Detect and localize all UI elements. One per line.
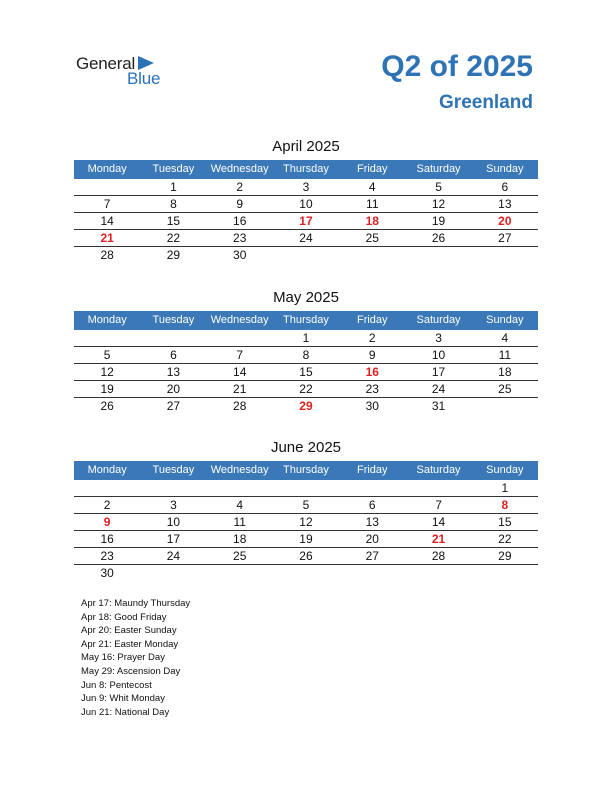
day-cell: 13 — [166, 365, 181, 379]
day-cell: 5 — [103, 348, 111, 362]
day-cell: 1 — [170, 180, 177, 194]
day-cell: 25 — [498, 382, 512, 396]
day-cell: 10 — [166, 515, 181, 529]
day-cell: 7 — [103, 197, 111, 211]
weekday-label: Wednesday — [210, 163, 269, 175]
day-cell: 26 — [100, 399, 114, 413]
day-cell: 30 — [100, 566, 114, 580]
day-cell: 4 — [368, 180, 376, 194]
day-cell — [405, 565, 471, 581]
day-cell: 17 — [431, 365, 446, 379]
holiday-list — [81, 597, 190, 719]
holiday-item: May 16: Prayer Day — [81, 652, 165, 664]
day-cell — [339, 247, 405, 263]
day-cell: 22 — [498, 532, 512, 546]
day-cell: 21 — [431, 532, 446, 546]
day-cell: 4 — [501, 331, 509, 345]
day-cell: 6 — [170, 348, 177, 362]
day-cell: 13 — [365, 515, 379, 529]
month-grid — [74, 330, 538, 414]
month-title: June 2025 — [270, 439, 342, 456]
day-cell: 28 — [431, 549, 446, 563]
day-cell: 4 — [236, 498, 244, 512]
day-cell: 29 — [498, 549, 512, 563]
day-cell: 21 — [100, 231, 114, 245]
day-cell: 7 — [435, 498, 442, 512]
day-cell: 5 — [435, 180, 442, 194]
day-cell: 19 — [299, 532, 313, 546]
day-cell — [472, 565, 538, 581]
weekday-label: Friday — [356, 163, 388, 175]
day-cell — [472, 247, 538, 263]
day-cell: 6 — [501, 180, 509, 194]
day-cell: 2 — [368, 331, 376, 345]
day-cell: 29 — [166, 248, 181, 262]
week-row — [74, 531, 538, 548]
day-cell — [140, 565, 206, 581]
day-cell: 18 — [233, 532, 247, 546]
day-cell: 30 — [365, 399, 379, 413]
day-cell: 1 — [302, 331, 310, 345]
country-name: Greenland — [439, 92, 533, 113]
week-row — [74, 347, 538, 364]
holiday-item: Jun 21: National Day — [81, 706, 170, 718]
holiday-item: Jun 8: Pentecost — [81, 679, 152, 691]
day-cell — [405, 480, 471, 496]
week-row — [74, 247, 538, 263]
flag-icon — [138, 56, 154, 70]
week-row — [74, 381, 538, 398]
day-cell: 18 — [498, 365, 512, 379]
week-row — [74, 213, 538, 230]
day-cell: 8 — [170, 197, 177, 211]
day-cell: 20 — [365, 532, 379, 546]
day-cell: 15 — [498, 515, 512, 529]
holiday-item: Apr 21: Easter Monday — [81, 638, 179, 650]
day-cell: 9 — [103, 515, 111, 529]
weekday-header — [74, 311, 538, 330]
day-cell — [472, 398, 538, 414]
weekday-label: Sunday — [486, 464, 524, 476]
day-cell: 28 — [100, 248, 114, 262]
holiday-item: Apr 18: Good Friday — [81, 611, 167, 623]
week-row — [74, 548, 538, 565]
day-cell — [405, 247, 471, 263]
day-cell: 7 — [236, 348, 244, 362]
week-row — [74, 398, 538, 414]
month-april — [74, 138, 538, 263]
day-cell: 31 — [431, 399, 446, 413]
day-cell: 26 — [431, 231, 446, 245]
day-cell: 23 — [365, 382, 379, 396]
day-cell: 16 — [365, 365, 379, 379]
day-cell: 19 — [100, 382, 114, 396]
weekday-label: Monday — [87, 314, 127, 326]
day-cell: 22 — [166, 231, 181, 245]
day-cell — [140, 480, 206, 496]
weekday-label: Wednesday — [210, 464, 269, 476]
week-row — [74, 480, 538, 497]
day-cell: 28 — [233, 399, 247, 413]
holiday-item: Jun 9: Whit Monday — [81, 693, 165, 705]
weekday-header — [74, 461, 538, 480]
day-cell: 9 — [368, 348, 376, 362]
weekday-label: Friday — [356, 464, 388, 476]
weekday-label: Saturday — [416, 464, 461, 476]
day-cell: 26 — [299, 549, 313, 563]
day-cell: 30 — [233, 248, 247, 262]
day-cell: 12 — [299, 515, 313, 529]
weekday-label: Monday — [87, 163, 127, 175]
week-row — [74, 179, 538, 196]
weekday-label: Friday — [356, 314, 388, 326]
day-cell: 5 — [302, 498, 310, 512]
day-cell — [207, 480, 273, 496]
day-cell: 14 — [100, 214, 114, 228]
weekday-label: Tuesday — [152, 464, 195, 476]
day-cell: 19 — [431, 214, 446, 228]
day-cell: 12 — [100, 365, 114, 379]
day-cell — [273, 480, 339, 496]
week-row — [74, 565, 538, 581]
day-cell: 14 — [431, 515, 446, 529]
day-cell: 23 — [100, 549, 114, 563]
day-cell: 6 — [368, 498, 376, 512]
weekday-label: Sunday — [486, 163, 524, 175]
month-title: May 2025 — [273, 289, 339, 306]
day-cell: 27 — [166, 399, 181, 413]
month-may — [74, 289, 538, 414]
holiday-item: Apr 20: Easter Sunday — [81, 625, 177, 637]
day-cell: 24 — [166, 549, 181, 563]
weekday-label: Saturday — [416, 314, 461, 326]
day-cell — [207, 330, 273, 346]
day-cell: 25 — [233, 549, 247, 563]
day-cell: 18 — [365, 214, 379, 228]
day-cell: 16 — [233, 214, 247, 228]
day-cell: 23 — [233, 231, 247, 245]
day-cell: 10 — [431, 348, 446, 362]
week-row — [74, 230, 538, 247]
day-cell — [273, 565, 339, 581]
day-cell — [339, 565, 405, 581]
day-cell: 15 — [166, 214, 181, 228]
day-cell: 3 — [170, 498, 177, 512]
day-cell: 11 — [366, 197, 379, 211]
day-cell — [74, 179, 140, 195]
day-cell — [74, 480, 140, 496]
weekday-label: Wednesday — [210, 314, 269, 326]
day-cell: 3 — [302, 180, 310, 194]
logo-word-general: General — [76, 54, 136, 73]
week-row — [74, 497, 538, 514]
day-cell — [207, 565, 273, 581]
holiday-item: May 29: Ascension Day — [81, 665, 181, 677]
day-cell: 12 — [431, 197, 446, 211]
month-june — [74, 439, 538, 581]
day-cell: 17 — [166, 532, 181, 546]
month-title: April 2025 — [272, 138, 340, 155]
day-cell: 9 — [236, 197, 244, 211]
week-row — [74, 364, 538, 381]
week-row — [74, 330, 538, 347]
day-cell: 20 — [498, 214, 512, 228]
day-cell: 20 — [166, 382, 181, 396]
weekday-label: Sunday — [486, 314, 524, 326]
day-cell: 29 — [299, 399, 313, 413]
day-cell: 8 — [302, 348, 310, 362]
weekday-label: Tuesday — [152, 163, 195, 175]
weekday-label: Thursday — [283, 464, 329, 476]
day-cell: 15 — [299, 365, 313, 379]
month-grid — [74, 179, 538, 263]
day-cell: 11 — [233, 515, 246, 529]
day-cell: 17 — [299, 214, 313, 228]
day-cell — [273, 247, 339, 263]
weekday-label: Tuesday — [152, 314, 195, 326]
day-cell: 27 — [365, 549, 379, 563]
day-cell: 2 — [103, 498, 111, 512]
day-cell: 11 — [498, 348, 512, 362]
day-cell: 13 — [498, 197, 512, 211]
weekday-label: Thursday — [283, 314, 329, 326]
page-title: Q2 of 2025 — [381, 50, 533, 83]
weekday-label: Monday — [87, 464, 127, 476]
day-cell — [140, 330, 206, 346]
day-cell — [339, 480, 405, 496]
week-row — [74, 196, 538, 213]
day-cell: 24 — [299, 231, 313, 245]
day-cell: 25 — [365, 231, 379, 245]
weekday-header — [74, 160, 538, 179]
day-cell: 3 — [435, 331, 442, 345]
week-row — [74, 514, 538, 531]
generalblue-logo — [76, 54, 176, 88]
day-cell: 14 — [233, 365, 247, 379]
day-cell: 24 — [431, 382, 446, 396]
day-cell: 2 — [236, 180, 244, 194]
logo-word-blue: Blue — [127, 69, 161, 88]
day-cell: 22 — [299, 382, 313, 396]
day-cell — [74, 330, 140, 346]
holiday-item: Apr 17: Maundy Thursday — [81, 598, 191, 609]
day-cell: 21 — [233, 382, 247, 396]
weekday-label: Thursday — [283, 163, 329, 175]
day-cell: 10 — [299, 197, 313, 211]
day-cell: 27 — [498, 231, 512, 245]
day-cell: 8 — [501, 498, 509, 512]
weekday-label: Saturday — [416, 163, 461, 175]
month-grid — [74, 480, 538, 581]
day-cell: 1 — [501, 481, 509, 495]
day-cell: 16 — [100, 532, 114, 546]
